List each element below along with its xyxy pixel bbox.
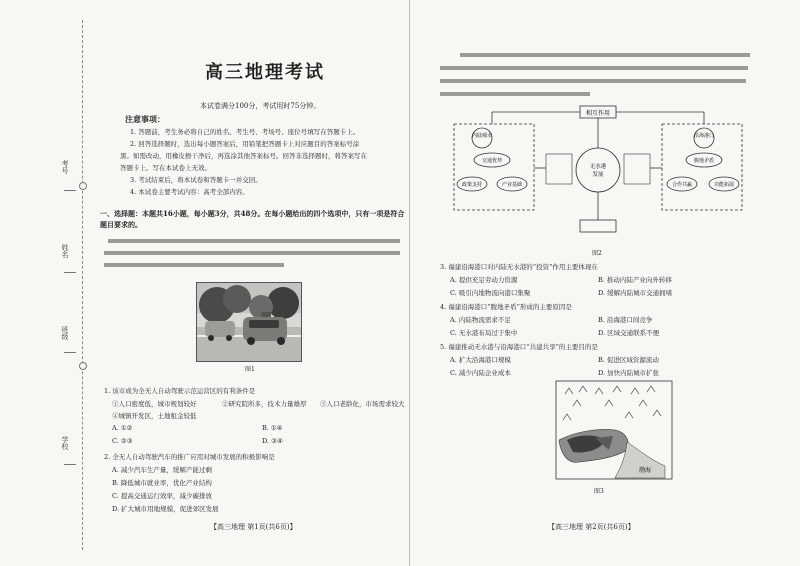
fig2-node-transport: 交通优势 [481,158,503,164]
binding-fill-line [64,272,76,273]
binding-margin [0,0,84,566]
fig2-node-inland-city: 内陆城市 [471,133,493,139]
figure-1-caption: 图1 [245,366,255,373]
figure-2-diagram [452,104,744,244]
question-2-stem: 2. 全无人自动驾驶汽车的推广应用对城市发展的积极影响是 [104,453,275,461]
figure-1-photo [196,282,302,362]
question-3-stem: 3. 福建沿海港口对内陆无水港的“投资”作用主要体现在 [440,263,598,271]
q1-option-c[interactable]: C. ②③ [112,437,133,445]
binding-hole [79,362,87,370]
q2-option-d[interactable]: D. 扩大城市用地规模，促进郊区发展 [112,505,219,513]
q2-option-c[interactable]: C. 提高交通运行效率，减少碳排放 [112,492,212,500]
binding-label-school: 学校 [61,436,69,450]
fig2-node-cooperation: 合作共赢 [671,182,693,188]
footer-left: 【高三地理 第1页(共6页)】 [210,523,297,531]
q2-option-a[interactable]: A. 减少汽车生产量，缓解产能过剩 [112,466,212,474]
q3-option-d[interactable]: D. 缓解内陆城市交通拥堵 [598,289,673,297]
q5-option-c[interactable]: C. 减少内陆企业成本 [450,369,511,377]
binding-hole [79,182,87,190]
photo-street-scene [197,283,301,361]
q1-option-d[interactable]: D. ③④ [262,437,283,445]
section-heading: 一、选择题：本题共16小题，每小题3分，共48分。在每小题给出的四个选项中，只有一项是符合题目要求的。 [100,209,405,229]
q4-option-a[interactable]: A. 内陆物流需求不足 [450,316,511,324]
q3-option-c[interactable]: C. 吸引内地物流向港口集聚 [450,289,531,297]
notice-line: 1. 答题前，考生务必将自己的姓名、考生号、考场号、座位号填写在答题卡上。 [130,128,360,136]
q4-option-b[interactable]: B. 沿海港口间竞争 [598,316,653,324]
binding-dashed-line [82,20,83,550]
q3-option-a[interactable]: A. 提供充足劳动力资源 [450,276,518,284]
q1-item-1: ①人口密度低，城市规划较好 [112,400,197,408]
footer-right: 【高三地理 第2页(共6页)】 [548,523,635,531]
page-title: 高三地理考试 [205,62,325,83]
fig2-node-policy: 政策支持 [461,182,483,188]
binding-label-name: 姓名 [61,244,69,258]
figure-3-map [555,380,673,480]
passage-text-block [104,236,404,276]
q1-item-4: ④城镇开发区，土地租金较低 [112,412,197,420]
binding-fill-line [64,464,76,465]
fig2-node-development: 发展 [592,172,604,178]
fig3-label-sea: 渤海 [638,467,652,474]
illegible-passage-lines [104,236,404,276]
q4-option-c[interactable]: C. 无水港布局过于集中 [450,329,518,337]
q1-option-b[interactable]: B. ①④ [262,424,283,432]
notice-line: 黑。如需改动，用橡皮擦干净后，再选涂其他答案标号。回答非选择题时，将答案写在 [120,152,367,160]
exam-subtitle: 本试卷满分100分，考试用时75分钟。 [200,102,321,110]
q1-option-a[interactable]: A. ①② [112,424,133,432]
notice-line: 2. 回答选择题时，选出每小题答案后，用铅笔把答题卡上对应题目的答案标号涂 [130,140,360,148]
q4-option-d[interactable]: D. 区域交通联系不便 [598,329,660,337]
fig2-node-coastal-port: 沿海港口 [693,133,715,139]
fig2-node-industry: 产业基础 [501,182,523,188]
figure-2-caption: 图2 [592,250,602,257]
q5-option-b[interactable]: B. 促进区域资源流动 [598,356,659,364]
q3-option-b[interactable]: B. 推动内陆产业向外转移 [598,276,672,284]
q1-item-2: ②研究院所多，技术力量雄厚 [222,400,307,408]
q1-item-3: ③人口老龄化，市场需求较大 [320,400,404,408]
question-4-stem: 4. 福建沿海港口“腹地矛盾”形成的主要原因是 [440,303,572,311]
notice-line: 4. 本试卷主要考试内容：高考全部内容。 [130,188,249,196]
fig2-node-hinterland: 腹地矛盾 [693,158,715,164]
fig2-node-dry-port: 无水港 [589,164,607,170]
q2-option-b[interactable]: B. 降低城市就业率，优化产业结构 [112,479,212,487]
illegible-passage-lines [440,50,750,102]
binding-label-class: 班级 [61,326,69,340]
binding-fill-line [64,352,76,353]
passage-text-block [440,50,750,102]
question-1-stem: 1. 该市成为全无人自动驾驶示范运营区的有利条件是 [104,387,256,395]
page-fold-divider [409,0,410,566]
binding-fill-line [64,190,76,191]
q5-option-d[interactable]: D. 加快内陆城市扩张 [598,369,660,377]
question-5-stem: 5. 福建推动无水港与沿海港口“共建共享”的主要目的是 [440,343,598,351]
binding-label-exam-number: 考号 [61,160,69,174]
notice-line: 答题卡上。写在本试卷上无效。 [120,164,211,172]
notice-line: 3. 考试结束后，将本试卷和答题卡一并交回。 [130,176,262,184]
fig2-node-top: 相互作用 [585,110,611,117]
notice-heading: 注意事项： [125,114,165,124]
q5-option-a[interactable]: A. 扩大沿海港口规模 [450,356,511,364]
figure-3-caption: 图3 [594,488,604,495]
fig2-node-function: 功能拓展 [713,182,735,188]
